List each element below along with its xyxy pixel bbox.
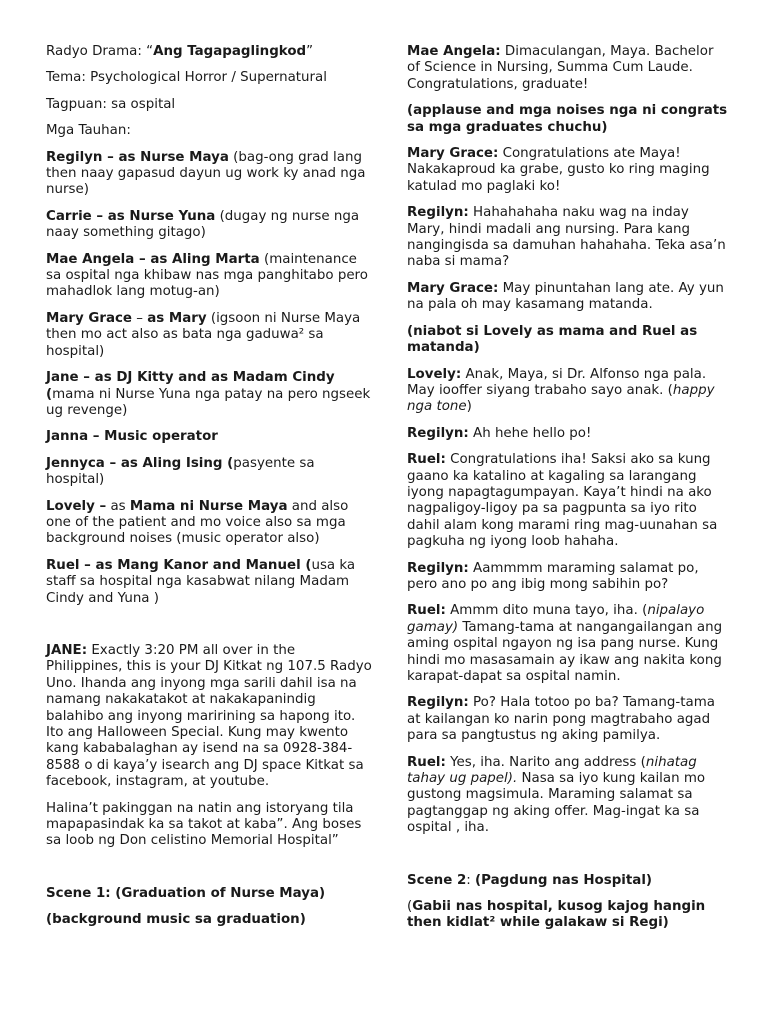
bold-text: Mae Angela – as Aling Marta — [46, 251, 260, 267]
text-run: Tagpuan: sa ospital — [46, 96, 176, 112]
text-run: Ammm dito muna tayo, iha. ( — [445, 603, 648, 619]
text-run: May pinuntahan lang ate. Ay yun na pala oh may kasamang matanda. — [407, 280, 724, 313]
text-run: ) — [466, 399, 472, 415]
script-paragraph — [46, 209, 372, 242]
bold-text: Ruel: — [407, 754, 446, 770]
script-paragraph — [46, 456, 372, 489]
bold-text: Regilyn — [46, 149, 103, 165]
bold-text: Ang Tagapaglingkod — [153, 44, 307, 59]
text-run: Aammmm maraming salamat po, pero ano po ang ibig mong sabihin po? — [407, 560, 699, 592]
bold-text: Gabii nas hospital, kusog kajog hangin then kidlat² while galakaw si Regi) — [407, 899, 706, 931]
text-run: (maintenance sa ospital nga khibaw nas mga panghitabo pero mahadlok lang motug-an) — [46, 251, 368, 300]
italic-text: happy nga tone — [407, 382, 715, 415]
text-run: Congratulations iha! Saksi ako sa kung gaano ka katalino at kagaling sa larangang iyong napagtagumpayan. Kaya’t hindi na ako nagpaligoy-ligoy pa sa pagpunta sa iyo rito dahil alam kong marami ring mag-uunahan sa pagkuha ng iyong loob hahaha. — [407, 452, 718, 550]
script-paragraph — [46, 252, 372, 301]
bold-text: Jennyca – as Aling Ising ( — [46, 455, 234, 471]
script-paragraph — [407, 561, 729, 594]
text-run: Dimaculangan, Maya. Bachelor of Science in Nursing, Summa Cum Laude. Congratulations, graduate! — [407, 44, 714, 92]
text-run: Nasa sa iyo kung kailan mo gustong magsimula. Maraming salamat sa pagtanggap ng aking offer. Mag-ingat ka sa ospital , iha. — [407, 771, 706, 836]
spacer — [46, 860, 372, 886]
italic-text: nihatag tahay ug papel). — [407, 754, 697, 787]
bold-text: Mama ni Nurse Maya — [129, 498, 288, 514]
text-run: (bag-ong grad lang then naay gapasud dayun ug work ky anad nga nurse) — [46, 149, 366, 198]
bold-text: (niabot si Lovely as mama and Ruel as matanda) — [407, 323, 698, 356]
bold-text: (applause and mga noises nga ni congrats sa mga graduates chuchu) — [407, 103, 728, 135]
bold-text: Ruel: — [407, 603, 446, 619]
script-paragraph — [46, 499, 372, 548]
text-run: Po? Hala totoo po ba? Tamang-tama at kailangan ko narin pong magtrabaho agad para sa pangtustus ng aking pamilya. — [407, 695, 715, 744]
text-run: and also one of the patient and mo voice also sa mga background noises (music operator also) — [46, 498, 349, 547]
script-paragraph — [407, 755, 729, 837]
text-run: Hahahahaha naku wag na inday Mary, hindi madali ang nursing. Para kang nangingisda sa damuhan hahahaha. Teka asa’n naba si mama? — [407, 205, 726, 270]
bold-text: Mary Grace: — [407, 146, 499, 162]
bold-text: Regilyn: — [407, 205, 469, 221]
bold-text: Jane – as DJ Kitty and as Madam Cindy ( — [46, 370, 335, 402]
bold-text: Carrie – as Nurse Yuna — [46, 208, 216, 224]
script-paragraph — [407, 899, 729, 932]
script-paragraph — [46, 150, 372, 199]
script-paragraph — [46, 370, 372, 419]
text-run: (igsoon ni Nurse Maya then mo act also as bata nga gaduwa² sa hospital) — [46, 310, 361, 359]
script-paragraph — [407, 695, 729, 744]
bold-text: Regilyn: — [407, 425, 469, 441]
script-paragraph — [407, 426, 729, 442]
text-run: mama ni Nurse Yuna nga patay na pero ngseek ug revenge) — [46, 386, 371, 418]
script-paragraph — [46, 123, 372, 139]
script-paragraph — [46, 643, 372, 791]
script-paragraph — [407, 452, 729, 550]
script-paragraph — [407, 103, 729, 136]
script-paragraph — [46, 70, 372, 86]
bold-text: Mary Grace: — [407, 280, 499, 296]
bold-text: (Pagdung nas Hospital) — [475, 872, 653, 888]
bold-text: (background music sa graduation) — [46, 912, 306, 928]
script-paragraph — [46, 886, 372, 902]
text-run: (dugay ng nurse nga naay something gitago) — [46, 208, 360, 241]
bold-text: Lovely – — [46, 498, 107, 514]
text-run: as — [106, 498, 130, 514]
script-paragraph — [46, 801, 372, 850]
bold-text: – as Nurse Maya — [102, 149, 229, 165]
spacer — [407, 847, 729, 873]
text-run: ” — [306, 44, 314, 59]
script-paragraph — [46, 429, 372, 445]
bold-text: Ruel: — [407, 452, 446, 468]
text-run: Congratulations ate Maya! Nakakaproud ka grabe, gusto ko ring maging katulad mo paglaki ko! — [407, 146, 710, 194]
text-run: Tamang-tama at nangangailangan ang aming ospital ngayon ng isa pang nurse. Kung hindi mo masasamain ay ikaw ang nakita kong karapat-dapat sa ospital namin. — [407, 619, 723, 684]
bold-text: JANE: — [46, 642, 88, 658]
text-run: Halina’t pakinggan na natin ang istoryang tila mapapasindak ka sa takot at kaba”. Ang boses sa loob ng Don celistino Memorial Hospital” — [46, 800, 362, 849]
bold-text: Janna – Music operator — [46, 429, 218, 445]
script-paragraph — [407, 205, 729, 271]
script-paragraph — [407, 603, 729, 685]
bold-text: as Mary — [147, 310, 207, 326]
text-run: ( — [407, 899, 413, 915]
italic-text: nipalayo gamay) — [407, 603, 705, 635]
bold-text: Scene 1: (Graduation of Nurse Maya) — [46, 885, 326, 901]
script-paragraph — [46, 97, 372, 113]
script-paragraph — [407, 281, 729, 314]
bold-text: Regilyn: — [407, 695, 469, 711]
text-run: Yes, iha. Narito ang address ( — [445, 754, 646, 770]
text-run: Tema: Psychological Horror / Supernatural — [46, 70, 327, 86]
text-run: – — [132, 310, 148, 326]
bold-text: Ruel – as Mang Kanor and Manuel ( — [46, 557, 312, 573]
spacer — [46, 617, 372, 643]
text-run: pasyente sa hospital) — [46, 455, 315, 488]
script-paragraph — [46, 558, 372, 607]
script-paragraph — [407, 873, 729, 889]
script-paragraph — [407, 324, 729, 357]
script-paragraph — [46, 912, 372, 928]
script-paragraph — [46, 44, 372, 60]
bold-text: Lovely: — [407, 366, 462, 382]
bold-text: Regilyn: — [407, 560, 469, 576]
text-run: Exactly 3:20 PM all over in the Philippines, this is your DJ Kitkat ng 107.5 Radyo Uno. Ihanda ang inyong mga sarili dahil isa na namang nakakatakot at nakakapanindig balahibo ang inyong maririning sa hapong ito. Ito ang Halloween Special. Kung may kwento kang kababalaghan ay isend na sa 0928-384-8588 o di kaya’y isearch ang DJ space Kitkat sa facebook, instagram, at youtube. — [46, 642, 372, 790]
script-paragraph — [407, 146, 729, 195]
script-paragraph — [407, 367, 729, 416]
text-run: : — [466, 872, 476, 888]
text-run: Radyo Drama: “ — [46, 44, 154, 59]
script-paragraph — [407, 44, 729, 93]
text-run: Ah hehe hello po! — [468, 425, 592, 441]
text-run: Mga Tauhan: — [46, 123, 131, 139]
script-paragraph — [46, 311, 372, 360]
bold-text: Scene 2 — [407, 872, 467, 888]
bold-text: Mary Grace — [46, 310, 133, 326]
left-column — [46, 44, 372, 939]
bold-text: Mae Angela: — [407, 44, 501, 59]
text-run: Anak, Maya, si Dr. Alfonso nga pala. May iooffer siyang trabaho sayo anak. ( — [407, 366, 707, 398]
right-column — [407, 44, 729, 942]
text-run: usa ka staff sa hospital nga kasabwat nilang Madam Cindy and Yuna ) — [46, 557, 356, 606]
